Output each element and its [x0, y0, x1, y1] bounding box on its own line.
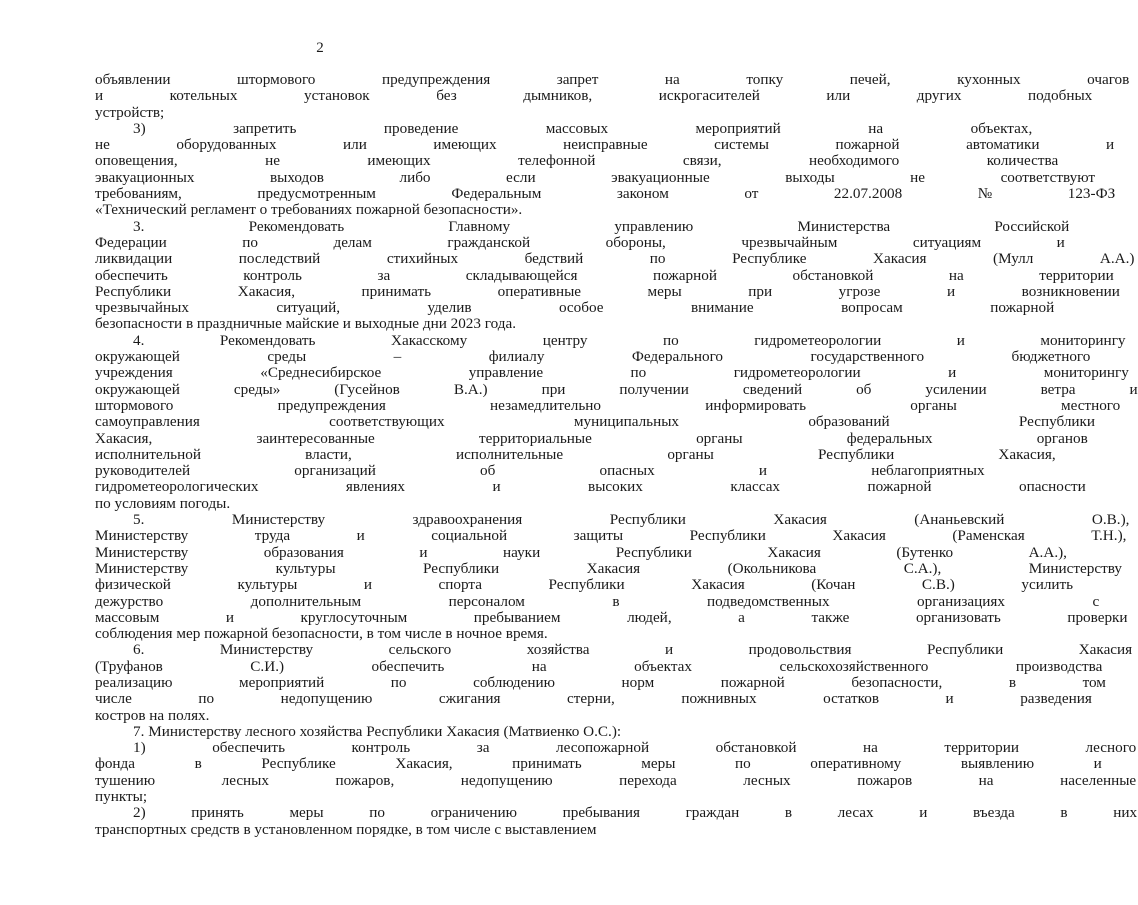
text-line: пункты; — [95, 788, 148, 806]
text-line: Хакасия, заинтересованные территориальные органы федеральных органов — [95, 429, 1088, 447]
paragraph — [95, 217, 1135, 333]
text-line: Федерации по делам гражданской обороны, чрезвычайным ситуациям и — [95, 233, 1065, 251]
paragraph — [95, 511, 1130, 643]
text-line: 7. Министерству лесного хозяйства Республики Хакасия (Матвиенко О.С.): — [133, 722, 622, 740]
text-line: дежурство дополнительным персоналом в подведомственных организациях с — [95, 592, 1100, 610]
text-line: окружающей среды – филиалу Федерального государственного бюджетного — [95, 348, 1091, 366]
text-line: устройств; — [95, 103, 165, 121]
text-line: транспортных средств в установленном порядке, в том числе с выставлением — [95, 820, 597, 838]
text-line: числе по недопущению сжигания стерни, пожнивных остатков и разведения — [95, 690, 1092, 708]
text-line: окружающей среды» (Гусейнов В.А.) при получении сведений об усилении ветра и — [95, 380, 1138, 398]
text-line: физической культуры и спорта Республики Хакасия (Кочан С.В.) усилить — [95, 576, 1074, 594]
text-line: костров на полях. — [95, 706, 210, 724]
text-line: объявлении штормового предупреждения запрет на топку печей, кухонных очагов — [95, 71, 1130, 88]
text-line: Республики Хакасия, принимать оперативные меры при угрозе и возникновении — [95, 282, 1120, 300]
text-line: эвакуационных выходов либо если эвакуационные выходы не соответствуют — [95, 168, 1095, 186]
text-line: 6. Министерству сельского хозяйства и продовольствия Республики Хакасия — [133, 641, 1133, 659]
paragraph — [95, 331, 1138, 512]
text-line: штормового предупреждения незамедлительно информировать органы местного — [95, 396, 1121, 414]
text-line: фонда в Республике Хакасия, принимать меры по оперативному выявлению и — [95, 755, 1102, 773]
text-line: по условиям погоды. — [95, 494, 231, 512]
document-body — [95, 71, 1138, 838]
text-line: руководителей организаций об опасных и неблагоприятных — [95, 462, 985, 480]
text-line: Министерству культуры Республики Хакасия (Окольникова С.А.), Министерству — [95, 559, 1122, 577]
text-line: самоуправления соответствующих муниципальных образований Республики — [95, 413, 1096, 431]
text-line: оповещения, не имеющих телефонной связи, необходимого количества — [95, 152, 1059, 170]
text-line: и котельных установок без дымников, искрогасителей или других подобных — [95, 87, 1093, 105]
text-line: тушению лесных пожаров, недопущению перехода лесных пожаров на населенные — [95, 771, 1137, 789]
paragraph — [95, 722, 622, 740]
text-line: 2) принять меры по ограничению пребывания граждан в лесах и въезда в них — [133, 804, 1138, 822]
text-line: учреждения «Среднесибирское управление по гидрометеорологии и мониторингу — [95, 364, 1129, 382]
paragraph — [95, 739, 1137, 806]
text-line: (Труфанов С.И.) обеспечить на объектах сельскохозяйственного производства — [95, 657, 1103, 675]
text-line: чрезвычайных ситуаций, уделив особое внимание вопросам пожарной — [95, 299, 1055, 317]
page-number: 2 — [316, 40, 324, 56]
text-line: не оборудованных или имеющих неисправные системы пожарной автоматики и — [95, 136, 1115, 154]
text-line: массовым и круглосуточным пребыванием людей, а также организовать проверки — [95, 608, 1128, 626]
text-line: исполнительной власти, исполнительные органы Республики Хакасия, — [95, 445, 1056, 463]
text-line: 3. Рекомендовать Главному управлению Министерства Российской — [133, 217, 1070, 235]
text-line: 5. Министерству здравоохранения Республики Хакасия (Ананьевский О.В.), — [133, 511, 1130, 529]
text-line: «Технический регламент о требованиях пожарной безопасности». — [95, 201, 523, 219]
paragraph — [95, 119, 1116, 219]
text-line: требованиям, предусмотренным Федеральным законом от 22.07.2008 № 123-ФЗ — [95, 185, 1116, 203]
text-line: 4. Рекомендовать Хакасскому центру по гидрометеорологии и мониторингу — [133, 331, 1126, 349]
text-line: 1) обеспечить контроль за лесопожарной обстановкой на территории лесного — [133, 739, 1137, 757]
text-line: 3) запретить проведение массовых мероприятий на объектах, — [133, 119, 1033, 137]
paragraph — [95, 71, 1130, 121]
text-line: Министерству образования и науки Республики Хакасия (Бутенко А.А.), — [95, 543, 1067, 561]
text-line: ликвидации последствий стихийных бедствий по Республике Хакасия (Мулл А.А.) — [95, 250, 1135, 268]
text-line: обеспечить контроль за складывающейся пожарной обстановкой на территории — [95, 266, 1114, 284]
text-line: гидрометеорологических явлениях и высоких классах пожарной опасности — [95, 478, 1086, 496]
text-line: Министерству труда и социальной защиты Республики Хакасия (Раменская Т.Н.), — [95, 527, 1127, 545]
text-line: соблюдения мер пожарной безопасности, в том числе в ночное время. — [95, 625, 548, 643]
paragraph — [95, 641, 1133, 724]
paragraph — [95, 804, 1138, 838]
text-line: безопасности в праздничные майские и выходные дни 2023 года. — [95, 315, 517, 333]
text-line: реализацию мероприятий по соблюдению норм пожарной безопасности, в том — [95, 673, 1106, 691]
